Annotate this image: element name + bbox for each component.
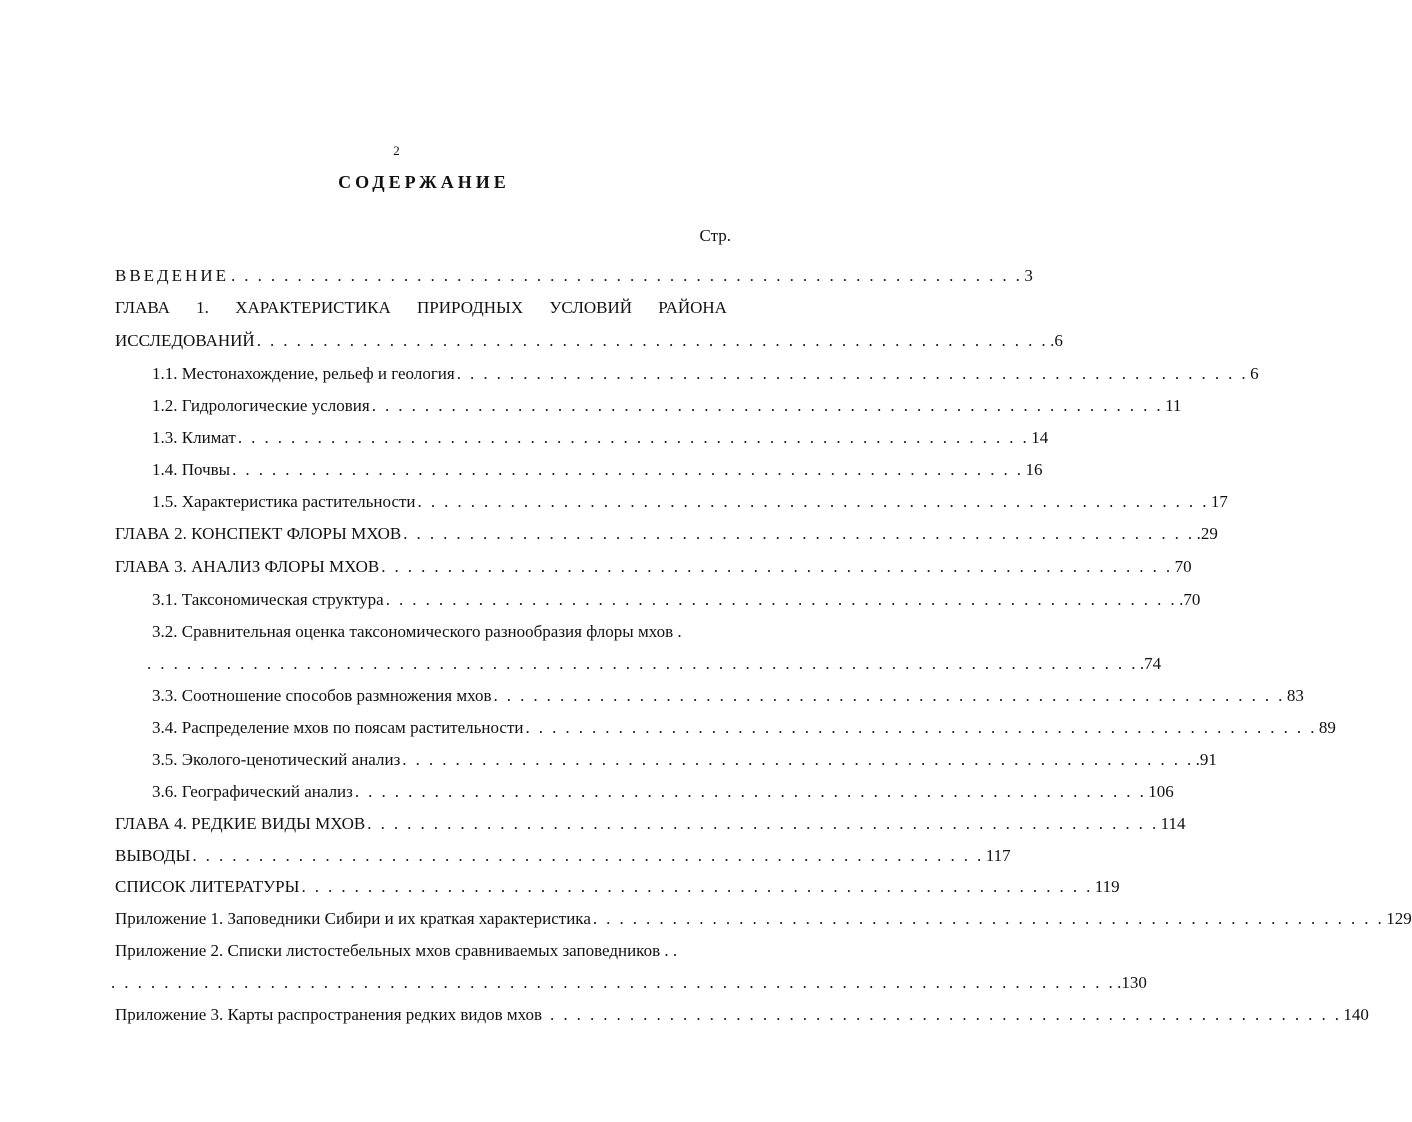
page-column-label: Стр. xyxy=(699,226,731,245)
toc-entry-text: СПИСОК ЛИТЕРАТУРЫ xyxy=(115,877,300,896)
toc-entry-text: ГЛАВА 4. РЕДКИЕ ВИДЫ МХОВ xyxy=(115,814,366,833)
toc-entry-text: ГЛАВА 2. КОНСПЕКТ ФЛОРЫ МХОВ xyxy=(115,524,402,543)
toc-entry-text: 1.1. Местонахождение, рельеф и геология xyxy=(152,364,455,383)
dot-leader: . . . . . . . . . . . . . . . . . . . . . . . . . . . . . . . . . . . . . . . . . . . . . . . . . . . . . . . . . . . . xyxy=(381,557,1173,576)
chapter1-word: РАЙОНА xyxy=(658,298,727,317)
toc-entry-bibliography xyxy=(115,876,1120,898)
dot-leader: . . . . . . . . . . . . . . . . . . . . . . . . . . . . . . . . . . . . . . . . . . . . . . . . . . . . . . . . . . . . xyxy=(402,750,1194,769)
chapter1-word: ГЛАВА xyxy=(115,298,170,317)
page-title: СОДЕРЖАНИЕ xyxy=(338,172,510,192)
toc-entry-text: 1.5. Характеристика растительности xyxy=(152,492,416,511)
chapter1-word: УСЛОВИЙ xyxy=(549,298,633,317)
toc-entry-page: 89 xyxy=(1318,718,1336,737)
toc-entry-3-5 xyxy=(152,749,1217,771)
toc-entry-page: 70 xyxy=(1174,557,1192,576)
dot-leader: . . . . . . . . . . . . . . . . . . . . . . . . . . . . . . . . . . . . . . . . . . . . . . . . . . . . . . . . . . . . xyxy=(192,846,984,865)
toc-entry-page: 3 xyxy=(1024,266,1033,285)
toc-entry-text: 1.4. Почвы xyxy=(152,460,231,479)
dot-leader: . . . . . . . . . . . . . . . . . . . . . . . . . . . . . . . . . . . . . . . . . . . . . . . . . . . . . . . . . . . . xyxy=(367,814,1159,833)
dot-leader: . . . . . . . . . . . . . . . . . . . . . . . . . . . . . . . . . . . . . . . . . . . . . . . . . . . . . . . . . . . . xyxy=(456,364,1249,383)
toc-entry-page: 114 xyxy=(1160,814,1186,833)
dot-leader: . . . . . . . . . . . . . . . . . . . . . . . . . . . . . . . . . . . . . . . . . . . . . . . . . . . . . . . . . . . . . . . . . . . . . . . . . . . xyxy=(147,654,1138,673)
toc-entry-page: 6 xyxy=(1250,364,1259,383)
toc-entry-page: .6 xyxy=(1050,331,1063,350)
toc-entry-3-4 xyxy=(152,717,1336,739)
dot-leader: . . . . . . . . . . . . . . . . . . . . . . . . . . . . . . . . . . . . . . . . . . . . . . . . . . . . . . . . . . . . xyxy=(232,460,1024,479)
toc-entry-page: 17 xyxy=(1210,492,1228,511)
toc-entry-chapter3 xyxy=(115,556,1192,578)
toc-entry-text: 3.5. Эколого-ценотический анализ xyxy=(152,750,401,769)
dot-leader: . . . . . . . . . . . . . . . . . . . . . . . . . . . . . . . . . . . . . . . . . . . . . . . . . . . . . . . . . . . . xyxy=(237,428,1030,447)
toc-entry-text: ИССЛЕДОВАНИЙ xyxy=(115,331,255,350)
toc-entry-page: .74 xyxy=(1139,654,1162,673)
chapter1-word: 1. xyxy=(196,298,209,317)
toc-entry-page: 140 xyxy=(1343,1005,1369,1024)
chapter1-word: ХАРАКТЕРИСТИКА xyxy=(235,298,391,317)
toc-entry-chapter1-line1 xyxy=(115,297,727,319)
toc-entry-text: 3.2. Сравнительная оценка таксономического разнообразия флоры мхов . xyxy=(152,622,682,641)
toc-entry-1-5 xyxy=(152,491,1228,513)
toc-entry-3-3 xyxy=(152,685,1304,707)
toc-entry-page: 117 xyxy=(985,846,1011,865)
toc-entry-page: 119 xyxy=(1094,877,1120,896)
toc-entry-text: ГЛАВА 3. АНАЛИЗ ФЛОРЫ МХОВ xyxy=(115,557,380,576)
toc-entry-introduction xyxy=(115,265,1033,287)
toc-entry-1-1 xyxy=(152,363,1259,385)
toc-entry-text: 1.2. Гидрологические условия xyxy=(152,396,370,415)
toc-entry-page: 11 xyxy=(1165,396,1182,415)
dot-leader: . . . . . . . . . . . . . . . . . . . . . . . . . . . . . . . . . . . . . . . . . . . . . . . . . . . . . . . . . . . . xyxy=(525,718,1317,737)
toc-entry-text: Приложение 1. Заповедники Сибири и их краткая характеристика xyxy=(115,909,591,928)
toc-entry-1-2 xyxy=(152,395,1182,417)
page-number: 2 xyxy=(393,143,400,158)
toc-entry-text: ВВЕДЕНИЕ xyxy=(115,266,229,285)
toc-entry-1-4 xyxy=(152,459,1043,481)
toc-entry-page: 129 xyxy=(1386,909,1412,928)
toc-entry-text: 3.4. Распределение мхов по поясам растительности xyxy=(152,718,524,737)
dot-leader: . . . . . . . . . . . . . . . . . . . . . . . . . . . . . . . . . . . . . . . . . . . . . . . . . . . . . . . . . . . . xyxy=(403,524,1195,543)
toc-entry-page: 16 xyxy=(1025,460,1043,479)
dot-leader: . . . . . . . . . . . . . . . . . . . . . . . . . . . . . . . . . . . . . . . . . . . . . . . . . . . . . . . . . . . . xyxy=(385,590,1178,609)
dot-leader: . . . . . . . . . . . . . . . . . . . . . . . . . . . . . . . . . . . . . . . . . . . . . . . . . . . . . . . . . . . . xyxy=(301,877,1093,896)
toc-entry-text: Приложение 2. Списки листостебельных мхов сравниваемых заповедников . . xyxy=(115,941,678,960)
toc-entry-appendix3 xyxy=(115,1004,1369,1026)
toc-entry-text: 3.1. Таксономическая структура xyxy=(152,590,384,609)
dot-leader: . . . . . . . . . . . . . . . . . . . . . . . . . . . . . . . . . . . . . . . . . . . . . . . . . . . . . . . . . . . . xyxy=(592,909,1385,928)
toc-entry-page: 14 xyxy=(1031,428,1049,447)
toc-entry-appendix2-line2 xyxy=(109,972,1147,994)
toc-entry-3-2-line1 xyxy=(152,621,732,643)
dot-leader: . . . . . . . . . . . . . . . . . . . . . . . . . . . . . . . . . . . . . . . . . . . . . . . . . . . . . . . . . . . . xyxy=(493,686,1285,705)
toc-entry-text: 1.3. Климат xyxy=(152,428,236,447)
toc-entry-chapter4 xyxy=(115,813,1186,835)
toc-entry-appendix2-line1 xyxy=(115,940,730,962)
dot-leader: . . . . . . . . . . . . . . . . . . . . . . . . . . . . . . . . . . . . . . . . . . . . . . . . . . . . . . . . . . . . xyxy=(550,1005,1342,1024)
toc-entry-page: .29 xyxy=(1196,524,1218,543)
dot-leader: . . . . . . . . . . . . . . . . . . . . . . . . . . . . . . . . . . . . . . . . . . . . . . . . . . . . . . . . . . . . xyxy=(230,266,1023,285)
toc-entry-1-3 xyxy=(152,427,1049,449)
toc-entry-3-6 xyxy=(152,781,1174,803)
toc-entry-page: .130 xyxy=(1117,973,1147,992)
toc-entry-conclusions xyxy=(115,845,1011,867)
toc-entry-text: 3.3. Соотношение способов размножения мхов xyxy=(152,686,492,705)
dot-leader: . . . . . . . . . . . . . . . . . . . . . . . . . . . . . . . . . . . . . . . . . . . . . . . . . . . . . . . . . . . . . . . . . . . . . . . . . . . . xyxy=(111,973,1116,992)
toc-entry-page: .70 xyxy=(1179,590,1201,609)
chapter1-word: ПРИРОДНЫХ xyxy=(417,298,524,317)
toc-entry-chapter2 xyxy=(115,523,1218,545)
toc-entry-appendix1 xyxy=(115,908,1412,930)
toc-entry-chapter1-line2 xyxy=(115,330,1063,352)
toc-entry-text: Приложение 3. Карты распространения редких видов мхов xyxy=(115,1005,543,1024)
toc-entry-text: 3.6. Географический анализ xyxy=(152,782,353,801)
toc-entry-text: ВЫВОДЫ xyxy=(115,846,191,865)
dot-leader: . . . . . . . . . . . . . . . . . . . . . . . . . . . . . . . . . . . . . . . . . . . . . . . . . . . . . . . . . . . . xyxy=(354,782,1147,801)
dot-leader: . . . . . . . . . . . . . . . . . . . . . . . . . . . . . . . . . . . . . . . . . . . . . . . . . . . . . . . . . . . . xyxy=(256,331,1049,350)
toc-entry-3-2-line2 xyxy=(145,653,1162,675)
toc-entry-page: .91 xyxy=(1195,750,1217,769)
toc-entry-3-1 xyxy=(152,589,1201,611)
dot-leader: . . . . . . . . . . . . . . . . . . . . . . . . . . . . . . . . . . . . . . . . . . . . . . . . . . . . . . . . . . . . xyxy=(417,492,1209,511)
toc-entry-page: 83 xyxy=(1286,686,1304,705)
toc-entry-page: 106 xyxy=(1148,782,1174,801)
dot-leader: . . . . . . . . . . . . . . . . . . . . . . . . . . . . . . . . . . . . . . . . . . . . . . . . . . . . . . . . . . . . xyxy=(371,396,1164,415)
